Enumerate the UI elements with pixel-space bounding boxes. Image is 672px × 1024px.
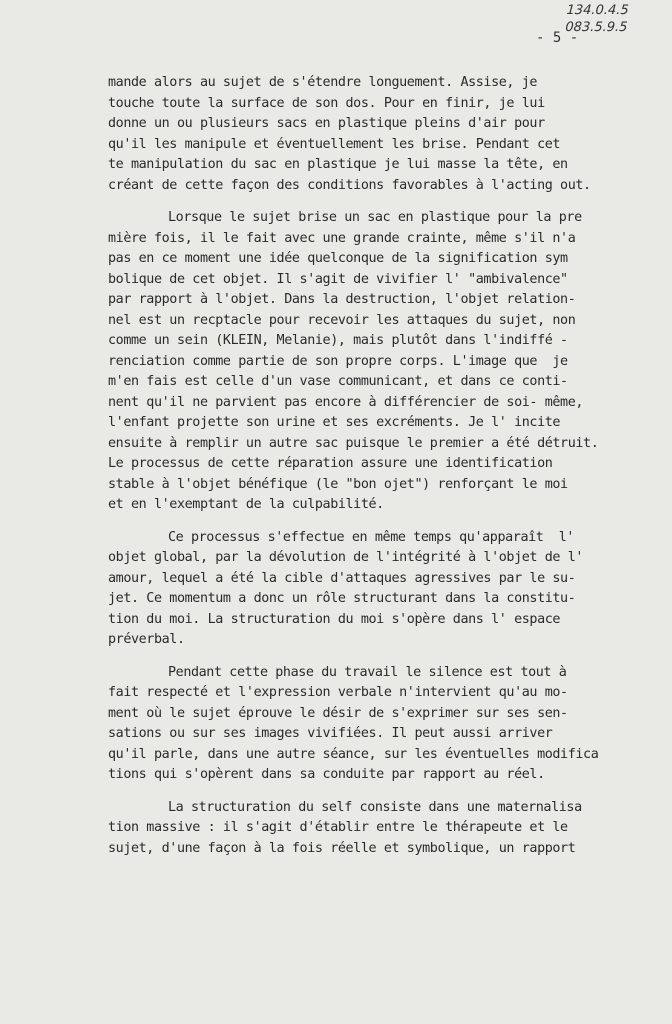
text-line: ment où le sujet éprouve le désir de s'exprimer sur ses sen- [108,705,568,721]
text-line: touche toute la surface de son dos. Pour en finir, je lui [108,95,545,111]
text-line: tion massive : il s'agit d'établir entre le thérapeute et le [108,820,568,835]
text-line: nent qu'il ne parvient pas encore à différencier de soi- même, [108,394,584,410]
text-line: pas en ce moment une idée quelconque de la signification sym [108,251,568,266]
text-line: sations ou sur ses images vivifiées. Il peut aussi arriver [108,726,553,741]
paragraph [108,663,628,786]
text-line: m'en fais est celle d'un vase communicant, et dans ce conti- [108,374,568,389]
paragraph [108,798,628,860]
text-line: te manipulation du sac en plastique je lui masse la tête, en [108,157,568,172]
paragraph [108,528,628,651]
text-line: La structuration du self consiste dans une maternalisa [168,799,582,815]
text-line: fait respecté et l'expression verbale n'intervient qu'au mo- [108,685,568,700]
text-line: jet. Ce momentum a donc un rôle structurant dans la constitu- [108,591,576,606]
text-line: amour, lequel a été la cible d'attaques agressives par le su- [108,570,576,586]
text-line: créant de cette façon des conditions favorables à l'acting out. [108,177,591,193]
body-text [108,73,628,871]
text-line: ensuite à remplir un autre sac puisque le premier a été détruit. [108,435,599,451]
page-number: - 5 - [536,30,579,46]
text-line: renciation comme partie de son propre corps. L'image que je [108,353,568,369]
archive-ref-line: 083.5.9.5 [564,20,628,35]
text-line: qu'il les manipule et éventuellement les brise. Pendant cet [108,136,561,152]
text-line: Le processus de cette réparation assure une identification [108,456,553,471]
paragraph [108,208,628,516]
text-line: objet global, par la dévolution de l'intégrité à l'objet de l' [108,550,584,565]
text-line: donne un ou plusieurs sacs en plastique pleins d'air pour [108,116,545,131]
text-line: mande alors au sujet de s'étendre longuement. Assise, je [108,75,538,90]
text-line: stable à l'objet bénéfique (le "bon ojet") renforçant le moi [108,476,568,492]
text-line: tions qui s'opèrent dans sa conduite par rapport au réel. [108,767,545,782]
text-line: Ce processus s'effectue en même temps qu'apparaît l' [168,529,575,545]
text-line: Lorsque le sujet brise un sac en plastique pour la pre [168,210,582,225]
text-line: l'enfant projette son urine et ses excréments. Je l' incite [108,415,561,430]
text-line: comme un sein (KLEIN, Melanie), mais plutôt dans l'indiffé - [108,333,568,348]
text-line: qu'il parle, dans une autre séance, sur les éventuelles modifica [108,746,599,762]
archive-ref-line: 134.0.4.5 [566,3,630,18]
text-line: et en l'exemptant de la culpabilité. [108,497,384,512]
text-line: sujet, d'une façon à la fois réelle et symbolique, un rapport [108,840,576,856]
text-line: nel est un recptacle pour recevoir les attaques du sujet, non [108,312,576,328]
text-line: Pendant cette phase du travail le silence est tout à [168,664,567,680]
text-line: tion du moi. La structuration du moi s'opère dans l' espace [108,611,561,627]
text-line: mière fois, il le fait avec une grande crainte, même s'il n'a [108,230,576,246]
text-line: bolique de cet objet. Il s'agit de vivifier l' "ambivalence" [108,271,568,287]
text-line: préverbal. [108,632,185,647]
paragraph [108,73,628,196]
text-line: par rapport à l'objet. Dans la destruction, l'objet relation- [108,292,576,307]
